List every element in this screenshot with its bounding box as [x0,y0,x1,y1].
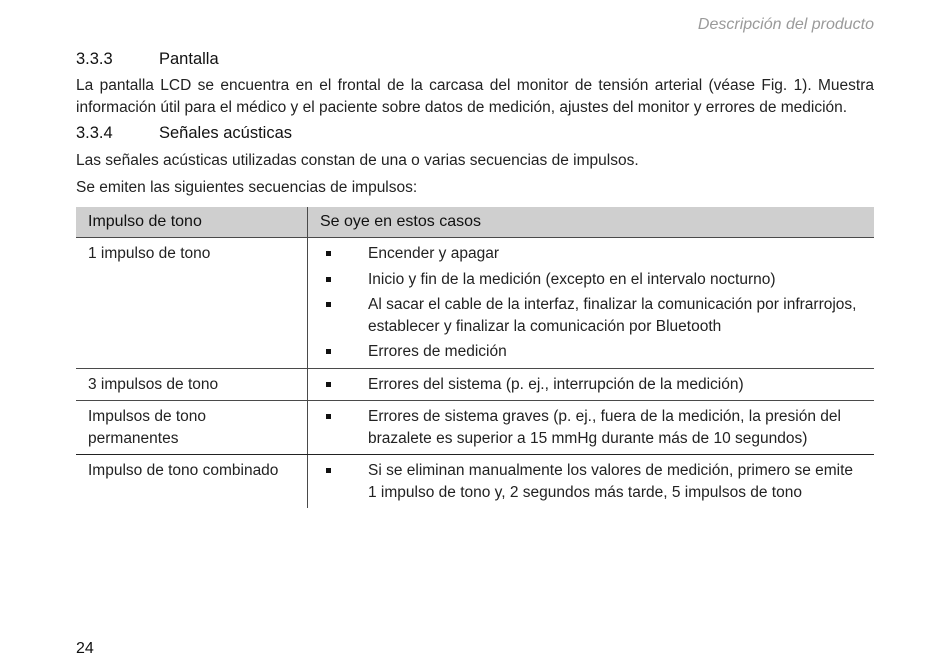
list-item [320,294,862,337]
tone-cell: 1 impulso de tono [76,238,308,369]
list-item [320,341,862,363]
running-header: Descripción del producto [697,16,874,33]
table-row [76,401,874,455]
case-text: Encender y apagar [368,245,499,262]
section-number: 3.3.3 [76,50,113,68]
cases-cell [308,238,875,369]
case-list [320,406,862,449]
bullet-icon [326,414,331,419]
case-text: Si se eliminan manualmente los valores de medición, primero se emite 1 impulso de tono y, 2 segundos más tarde, 5 impulsos de tono [368,462,854,501]
table-row [76,455,874,509]
table-header-row [76,207,874,238]
section-title: Pantalla [159,50,219,68]
column-header-tone: Impulso de tono [76,207,308,238]
paragraph-senales-intro: Las señales acústicas utilizadas constan de una o varias secuencias de impulsos. [76,152,639,169]
tone-cell: Impulso de tono combinado [76,455,308,509]
section-heading-senales [76,124,292,143]
list-item [320,269,862,291]
case-text: Inicio y fin de la medición (excepto en el intervalo nocturno) [368,270,776,288]
tone-signal-table [76,207,874,508]
list-item [320,460,862,503]
case-list [320,374,862,396]
case-list [320,460,862,503]
case-text: Errores del sistema (p. ej., interrupción de la medición) [368,375,744,393]
table-row [76,238,874,369]
list-item [320,374,862,396]
section-number: 3.3.4 [76,124,113,142]
table-row [76,368,874,401]
list-item [320,243,862,265]
case-text: Errores de medición [368,343,507,360]
section-heading-pantalla [76,50,219,69]
bullet-icon [326,277,331,282]
bullet-icon [326,349,331,354]
case-list [320,243,862,363]
cases-cell [308,455,875,509]
bullet-icon [326,251,331,256]
cases-cell [308,368,875,401]
cases-cell [308,401,875,455]
paragraph-senales-list-intro: Se emiten las siguientes secuencias de impulsos: [76,179,418,196]
section-title: Señales acústicas [159,124,292,142]
bullet-icon [326,468,331,473]
tone-cell: Impulsos de tono permanentes [76,401,308,455]
page-number: 24 [76,640,94,657]
bullet-icon [326,382,331,387]
tone-cell: 3 impulsos de tono [76,368,308,401]
case-text: Al sacar el cable de la interfaz, finalizar la comunicación por infrarrojos, establecer y finalizar la comunicación por Bluetooth [368,296,857,335]
column-header-cases: Se oye en estos casos [308,207,875,238]
list-item [320,406,862,449]
paragraph-pantalla: La pantalla LCD se encuentra en el frontal de la carcasa del monitor de tensión arterial (véase Fig. 1). Muestra información útil para el médico y el paciente sobre datos de medición, ajustes del monitor y errores de medición. [76,77,874,116]
case-text: Errores de sistema graves (p. ej., fuera de la medición, la presión del brazalete es superior a 15 mmHg durante más de 10 segundos) [368,408,841,447]
bullet-icon [326,302,331,307]
